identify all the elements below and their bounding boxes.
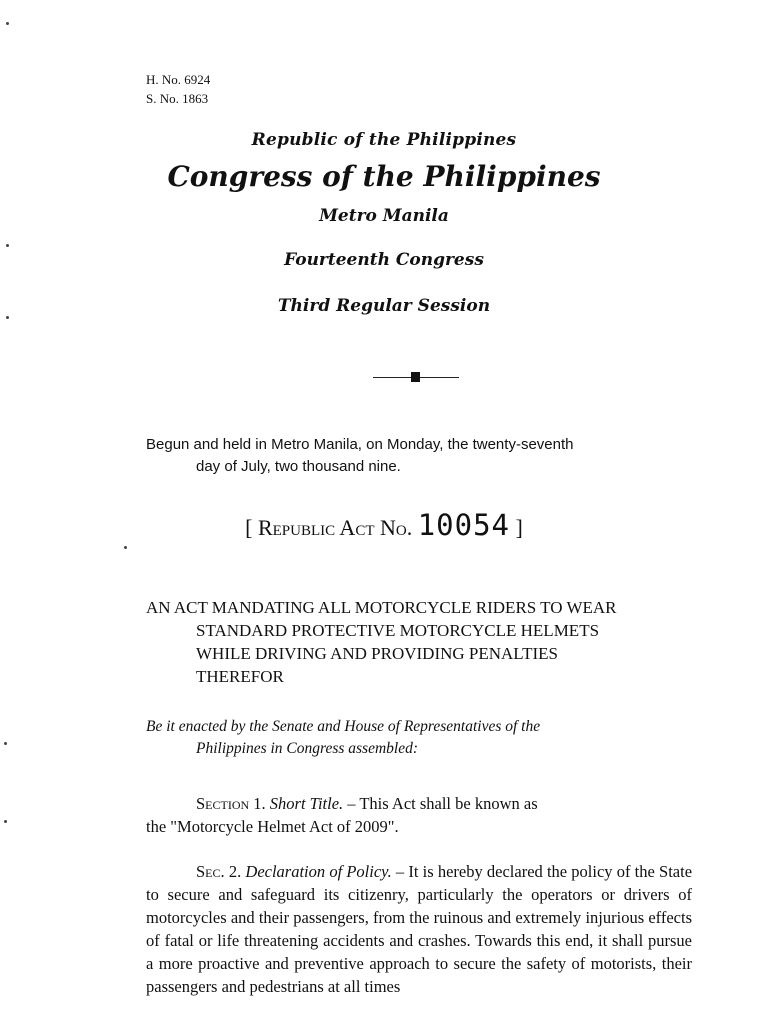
- section-1-line-1: [146, 792, 692, 815]
- divider-square-icon: [411, 372, 420, 382]
- open-bracket: [: [245, 515, 253, 540]
- section-1-label: Section 1.: [196, 794, 266, 813]
- begun-statement: [146, 434, 706, 478]
- republic-act-label: Republic Act No.: [257, 515, 413, 540]
- congress-number-heading: Fourteenth Congress: [284, 250, 484, 270]
- republic-act-number: [0, 508, 768, 542]
- congress-heading: Congress of the Philippines: [167, 160, 601, 193]
- enacting-line-2: Philippines in Congress assembled:: [196, 740, 419, 757]
- scan-speck: [6, 244, 9, 247]
- section-1-line-2: the "Motorcycle Helmet Act of 2009".: [146, 817, 399, 836]
- act-title-line-2: STANDARD PROTECTIVE MOTORCYCLE HELMETS: [196, 621, 600, 640]
- act-number: 10054: [417, 508, 511, 542]
- act-title-line-3: WHILE DRIVING AND PROVIDING PENALTIES: [196, 644, 559, 663]
- begun-line-2: day of July, two thousand nine.: [196, 458, 401, 475]
- senate-bill-number: S. No. 1863: [146, 91, 209, 106]
- act-title-line-4: THEREFOR: [196, 667, 284, 686]
- section-1: [146, 792, 692, 838]
- metro-manila-heading: Metro Manila: [319, 206, 449, 226]
- begun-line-1: Begun and held in Metro Manila, on Monday, the twenty-seventh: [146, 436, 574, 453]
- session-heading: Third Regular Session: [277, 296, 491, 316]
- section-2-heading: Declaration of Policy.: [245, 862, 392, 881]
- section-2-text: – It is hereby declared the policy of the State to secure and safeguard its citizenry, particularly the operators or drivers of motorcycles and their passengers, from the ruinous and extremely injurious effects of fatal or life threatening accidents and crashes. Towards this end, it shall pursue a more proactive and preventive approach to secure the safety of motorists, their passengers and pedestrians at all times: [146, 862, 693, 996]
- enacting-clause: [146, 716, 694, 760]
- ornamental-divider: [373, 370, 459, 384]
- close-bracket: ]: [515, 515, 523, 540]
- scan-speck: [4, 742, 7, 745]
- section-1-heading: Short Title.: [269, 794, 344, 813]
- bill-numbers: [146, 70, 210, 108]
- scan-speck: [6, 316, 9, 319]
- section-2: [146, 860, 692, 998]
- enacting-line-1: Be it enacted by the Senate and House of Representatives of the: [146, 718, 541, 735]
- scan-speck: [4, 820, 7, 823]
- scan-speck: [6, 22, 9, 25]
- act-title: [146, 596, 694, 688]
- house-bill-number: H. No. 6924: [146, 72, 211, 87]
- scan-speck: [124, 546, 127, 549]
- section-1-text: – This Act shall be known as: [347, 794, 538, 813]
- section-2-label: Sec. 2.: [196, 862, 242, 881]
- act-title-line-1: AN ACT MANDATING ALL MOTORCYCLE RIDERS TO WEAR: [146, 598, 617, 617]
- republic-heading: Republic of the Philippines: [251, 130, 517, 150]
